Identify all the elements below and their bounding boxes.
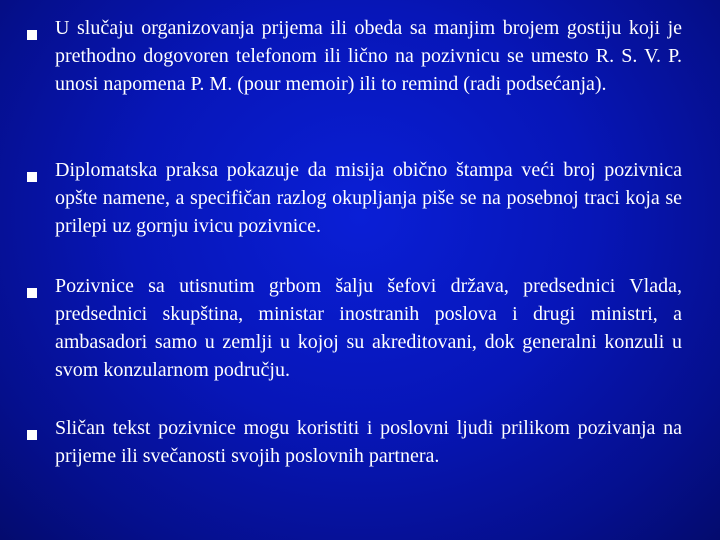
square-bullet-icon	[27, 288, 37, 298]
bullet-text: Diplomatska praksa pokazuje da misija obično štampa veći broj pozivnica opšte namene, a specifičan razlog okupljanja piše se na posebnoj traci koja se prilepi uz gornju ivicu pozivnice.	[55, 159, 682, 237]
square-bullet-icon	[27, 172, 37, 182]
square-bullet-icon	[27, 30, 37, 40]
bullet-text: Pozivnice sa utisnutim grbom šalju šefovi država, predsednici Vlada, predsednici skupština, ministar inostranih poslova i drugi ministri, a ambasadori samo u zemlji u kojoj su akreditovani, dok generalni konzuli u svom konzularnom području.	[55, 275, 682, 381]
bullet-text: U slučaju organizovanja prijema ili obeda sa manjim brojem gostiju koji je prethodno dogovoren telefonom ili lično na pozivnicu se umesto R. S. V. P. unosi napomena P. M. (pour memoir) ili to remind (radi podsećanja).	[55, 17, 682, 95]
bullet-text: Sličan tekst pozivnice mogu koristiti i poslovni ljudi prilikom pozivanja na prijeme ili svečanosti svojih poslovnih partnera.	[55, 417, 682, 467]
square-bullet-icon	[27, 430, 37, 440]
